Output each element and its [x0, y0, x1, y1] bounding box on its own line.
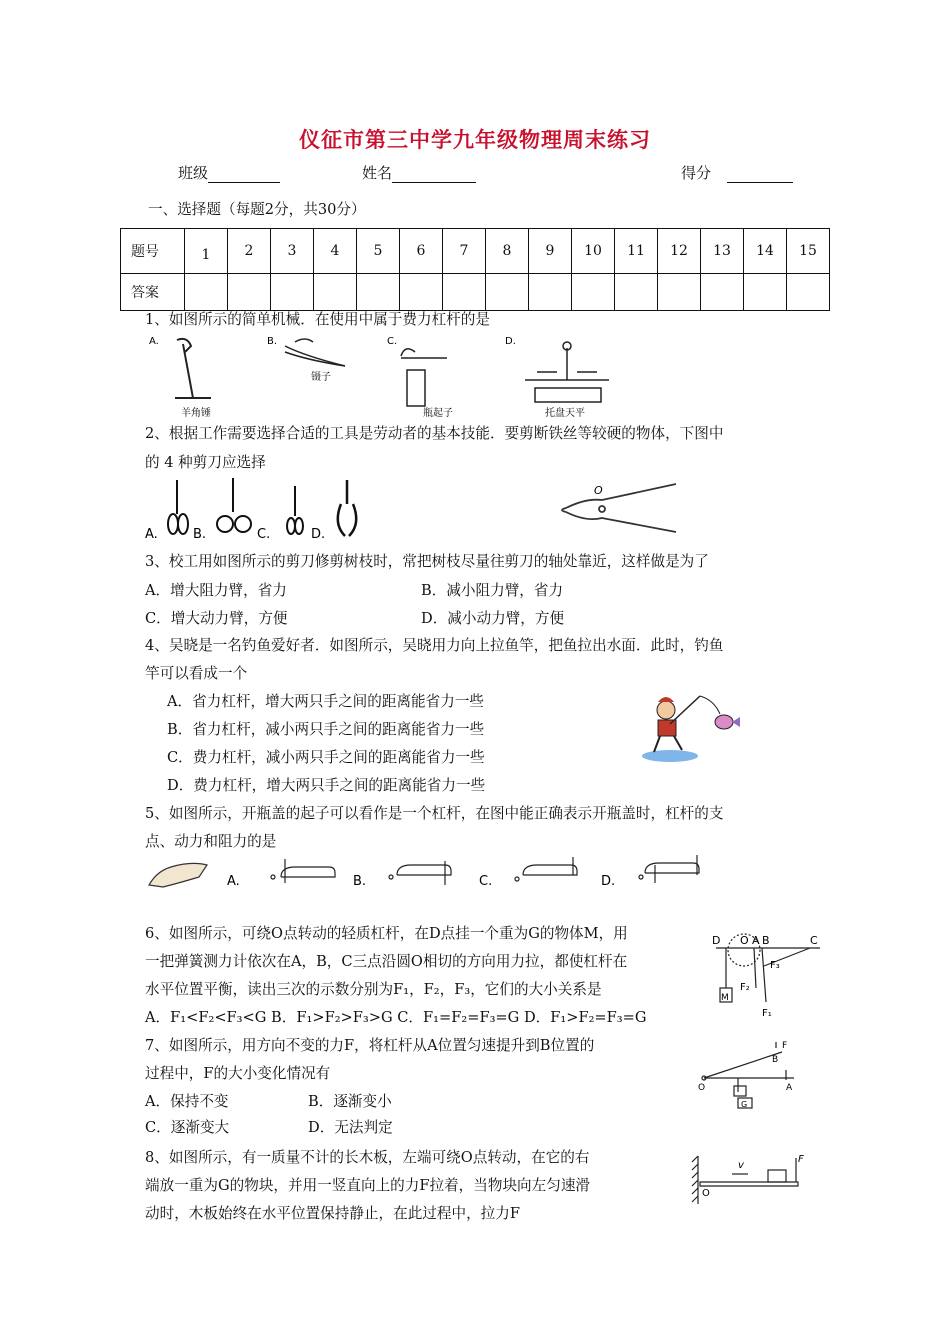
- svg-text:F₃: F₃: [770, 960, 780, 971]
- answer-cell[interactable]: [529, 274, 572, 311]
- table-row-answers: [121, 274, 830, 311]
- q7-option-c[interactable]: C．逐渐变大: [145, 1119, 230, 1136]
- answer-cell[interactable]: [357, 274, 400, 311]
- balance-scale-icon: [525, 342, 609, 402]
- class-blank[interactable]: [208, 167, 280, 183]
- q7-line1: 7、如图所示，用方向不变的力F，将杠杆从A位置匀速提升到B位置的: [145, 1037, 595, 1054]
- row-label-answer: 答案: [121, 274, 185, 311]
- svg-text:F: F: [782, 1041, 788, 1051]
- q2-line2: 的 4 种剪刀应选择: [145, 454, 266, 471]
- q1-caption-tweezers: 镊子: [311, 372, 331, 383]
- q1-letter-d: D.: [505, 336, 516, 347]
- q2-line1: 2、根据工作需要选择合适的工具是劳动者的基本技能．要剪断铁丝等较硬的物体，下图中: [145, 425, 724, 442]
- lever-c-icon: [515, 857, 577, 881]
- svg-text:O: O: [740, 934, 749, 947]
- q4-line1: 4、吴晓是一名钓鱼爱好者．如图所示，吴晓用力向上拉鱼竿，把鱼拉出水面．此时，钓鱼: [145, 637, 724, 654]
- q7-option-b[interactable]: B．逐渐变小: [308, 1093, 392, 1110]
- bottle-opener-icon: [401, 349, 447, 406]
- question-number: 12: [658, 229, 701, 274]
- class-label: 班级: [178, 164, 209, 182]
- question-number: 15: [787, 229, 830, 274]
- answer-cell[interactable]: [572, 274, 615, 311]
- section-heading: 一、选择题（每题2分，共30分）: [148, 201, 366, 218]
- question-number: 14: [744, 229, 787, 274]
- q3-pruning-shears-figure: [556, 478, 681, 538]
- question-number: 4: [314, 229, 357, 274]
- svg-text:F₂: F₂: [740, 982, 750, 993]
- tweezers-icon: [285, 339, 345, 366]
- row-label-number: 题号: [121, 229, 185, 274]
- answer-cell[interactable]: [228, 274, 271, 311]
- answer-cell[interactable]: [486, 274, 529, 311]
- name-label: 姓名: [362, 164, 393, 182]
- class-field[interactable]: [178, 162, 280, 183]
- lever-b-icon: [389, 861, 451, 885]
- question-number: 1: [185, 229, 228, 274]
- q2-letter-d: D.: [311, 527, 326, 542]
- svg-text:F: F: [798, 1154, 804, 1165]
- svg-text:B: B: [772, 1055, 779, 1065]
- svg-text:D: D: [712, 934, 721, 947]
- q6-options[interactable]: A．F₁<F₂<F₃<G B．F₁>F₂>F₃>G C．F₁=F₂=F₃=G D．F₁>F₂=F₃=G: [145, 1009, 647, 1026]
- answer-table: [120, 228, 830, 311]
- svg-text:M: M: [721, 993, 729, 1003]
- q6-figure: [712, 928, 822, 1020]
- q3-option-a[interactable]: A．增大阻力臂，省力: [145, 582, 287, 599]
- fish-icon: [715, 715, 740, 729]
- q5-line2: 点、动力和阻力的是: [145, 833, 277, 850]
- svg-text:C: C: [810, 934, 818, 947]
- q7-option-d[interactable]: D．无法判定: [308, 1119, 393, 1136]
- q5-letter-c: C.: [479, 874, 493, 889]
- svg-text:O: O: [702, 1188, 710, 1199]
- q8-figure: [688, 1152, 806, 1208]
- answer-cell[interactable]: [744, 274, 787, 311]
- fishing-boy-icon: [642, 696, 720, 762]
- q1-letter-a: A.: [149, 336, 159, 347]
- q7-figure: [698, 1040, 800, 1112]
- q4-option-c[interactable]: C．费力杠杆，减小两只手之间的距离能省力一些: [167, 749, 485, 766]
- question-number: 3: [271, 229, 314, 274]
- q8-line1: 8、如图所示，有一质量不计的长木板，左端可绕O点转动，在它的右: [145, 1149, 590, 1166]
- question-number: 11: [615, 229, 658, 274]
- name-field[interactable]: [362, 162, 476, 183]
- q7-option-a[interactable]: A．保持不变: [145, 1093, 229, 1110]
- question-number: 13: [701, 229, 744, 274]
- answer-cell[interactable]: [701, 274, 744, 311]
- score-field[interactable]: [681, 162, 793, 183]
- svg-text:v: v: [738, 1160, 744, 1171]
- q2-letter-b: B.: [193, 527, 207, 542]
- q1-letter-b: B.: [267, 336, 278, 347]
- name-blank[interactable]: [392, 167, 476, 183]
- question-number: 9: [529, 229, 572, 274]
- q3-option-c[interactable]: C．增大动力臂，方便: [145, 610, 288, 627]
- svg-text:B: B: [762, 934, 770, 947]
- q2-letter-c: C.: [257, 527, 271, 542]
- q4-option-a[interactable]: A．省力杠杆，增大两只手之间的距离能省力一些: [167, 693, 485, 710]
- scissors-b-icon: [217, 478, 251, 532]
- q5-line1: 5、如图所示，开瓶盖的起子可以看作是一个杠杆，在图中能正确表示开瓶盖时，杠杆的支: [145, 805, 724, 822]
- q4-line2: 竿可以看成一个: [145, 665, 248, 682]
- question-number: 8: [486, 229, 529, 274]
- question-number: 10: [572, 229, 615, 274]
- q5-letter-b: B.: [353, 874, 367, 889]
- answer-cell[interactable]: [787, 274, 830, 311]
- answer-cell[interactable]: [271, 274, 314, 311]
- lever-a-icon: [271, 859, 335, 883]
- scissors-a-icon: [168, 480, 188, 534]
- answer-cell[interactable]: [400, 274, 443, 311]
- svg-text:F₁: F₁: [762, 1008, 772, 1019]
- answer-cell[interactable]: [658, 274, 701, 311]
- q6-line2: 一把弹簧测力计依次在A，B，C三点沿圆O相切的方向用力拉，都使杠杆在: [145, 953, 628, 970]
- question-number: 2: [228, 229, 271, 274]
- score-label: 得分: [681, 164, 712, 182]
- page-title: 仪征市第三中学九年级物理周末练习: [299, 128, 651, 152]
- question-number: 5: [357, 229, 400, 274]
- q1-figure: [145, 332, 620, 420]
- answer-cell[interactable]: [185, 274, 228, 311]
- q8-line2: 端放一重为G的物块，并用一竖直向上的力F拉着，当物块向左匀速滑: [145, 1177, 591, 1194]
- lever-d-icon: [639, 855, 699, 883]
- svg-text:G: G: [741, 1100, 748, 1109]
- q5-figure: [145, 855, 715, 889]
- q3-option-d[interactable]: D．减小动力臂，方便: [421, 610, 565, 627]
- hand-opener-icon: [149, 863, 207, 887]
- answer-cell[interactable]: [443, 274, 486, 311]
- pruning-shears-icon: [562, 484, 676, 532]
- q3-stem: 3、校工用如图所示的剪刀修剪树枝时，常把树枝尽量往剪刀的轴处靠近，这样做是为了: [145, 553, 709, 570]
- q6-line3: 水平位置平衡，读出三次的示数分别为F₁，F₂，F₃，它们的大小关系是: [145, 981, 602, 998]
- q1-caption-balance: 托盘天平: [545, 408, 585, 419]
- question-number: 7: [443, 229, 486, 274]
- q7-line2: 过程中，F的大小变化情况有: [145, 1065, 331, 1082]
- q1-caption-hammer: 羊角锤: [181, 408, 211, 419]
- q4-option-d[interactable]: D．费力杠杆，增大两只手之间的距离能省力一些: [167, 777, 486, 794]
- svg-text:A: A: [786, 1083, 793, 1093]
- q1-letter-c: C.: [387, 336, 398, 347]
- q4-fishing-figure: [640, 690, 750, 766]
- q1-stem: 1、如图所示的简单机械．在使用中属于费力杠杆的是: [145, 311, 490, 328]
- q2-letter-a: A.: [145, 527, 158, 542]
- score-blank[interactable]: [727, 167, 793, 183]
- claw-hammer-icon: [175, 339, 211, 398]
- q1-caption-opener: 瓶起子: [423, 408, 453, 419]
- question-number: 6: [400, 229, 443, 274]
- svg-text:O: O: [594, 484, 603, 497]
- q5-letter-d: D.: [601, 874, 616, 889]
- svg-text:O: O: [698, 1083, 706, 1093]
- scissors-d-icon: [338, 480, 356, 536]
- answer-cell[interactable]: [615, 274, 658, 311]
- q4-option-b[interactable]: B．省力杠杆，减小两只手之间的距离能省力一些: [167, 721, 485, 738]
- svg-text:A: A: [752, 934, 760, 947]
- q5-letter-a: A.: [227, 874, 240, 889]
- q6-line1: 6、如图所示，可绕O点转动的轻质杠杆，在D点挂一个重为G的物体M，用: [145, 925, 628, 942]
- answer-cell[interactable]: [314, 274, 357, 311]
- q2-scissors-figure: [145, 476, 370, 546]
- scissors-c-icon: [287, 486, 303, 534]
- q3-option-b[interactable]: B．减小阻力臂，省力: [421, 582, 564, 599]
- q8-line3: 动时，木板始终在水平位置保持静止，在此过程中，拉力F: [145, 1205, 520, 1222]
- table-row-numbers: [121, 229, 830, 274]
